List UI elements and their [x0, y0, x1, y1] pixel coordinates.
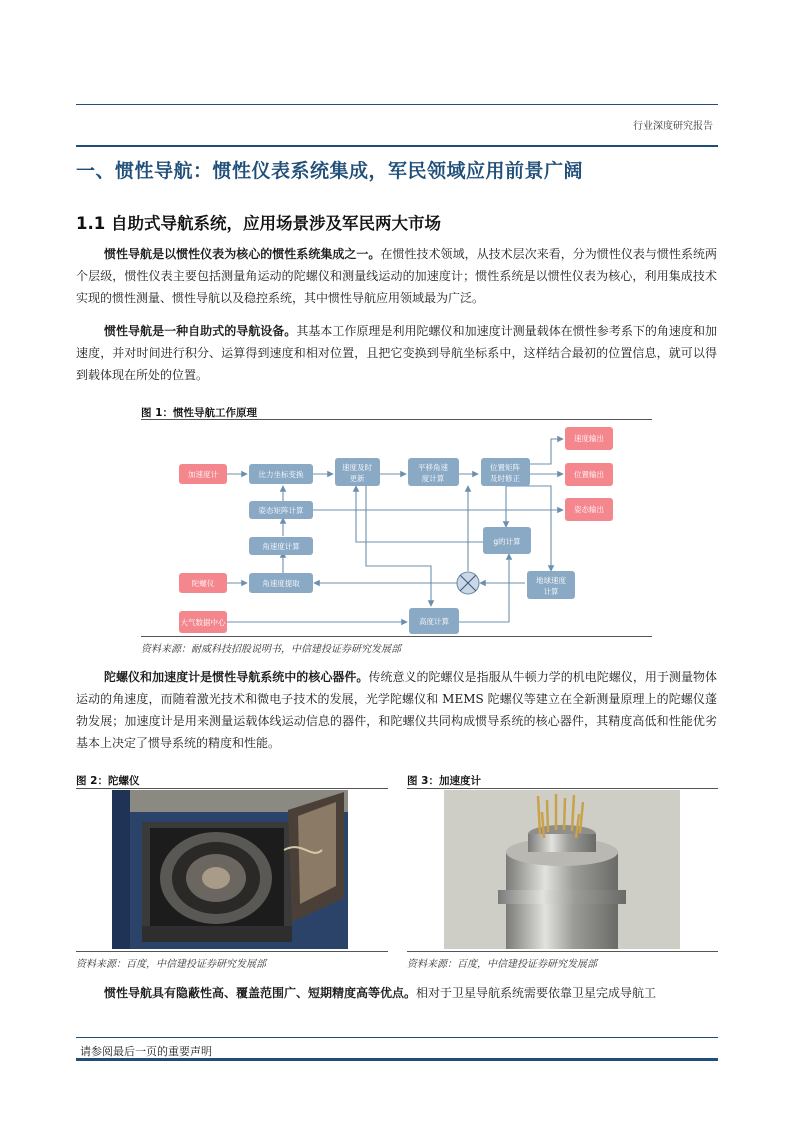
specific-force-label: 比力坐标变换 — [258, 470, 304, 479]
position-output-label: 位置输出 — [574, 470, 604, 479]
paragraph-4-lead: 惯性导航具有隐蔽性高、覆盖范围广、短期精度高等优点。 — [104, 986, 417, 1000]
position-matrix-label-2: 及时修正 — [490, 474, 520, 483]
paragraph-2-lead: 惯性导航是一种自助式的导航设备。 — [104, 324, 297, 338]
figure3-top-rule — [407, 788, 718, 789]
header-top-rule — [76, 104, 718, 105]
velocity-update-label-2: 更新 — [349, 474, 365, 483]
figure3-bottom-rule — [407, 951, 718, 952]
earth-rate-label-2: 计算 — [543, 587, 559, 596]
paragraph-2-body: 其基本工作原理是利用陀螺仪和加速度计测量载体在惯性参考系下的角速度和加速度，并对时间进行积分、运算得到速度和相对位置，且把它变换到导航坐标系中，这样结合最初的位置信息，就可以得到载体现在所处的位置。 — [76, 324, 717, 382]
paragraph-2 — [76, 320, 717, 386]
figure1-bottom-rule — [141, 636, 652, 637]
paragraph-3 — [76, 666, 717, 754]
figure2-top-rule — [76, 788, 388, 789]
figure1-title: 图 1：惯性导航工作原理 — [141, 407, 257, 419]
accelerometer-photo — [444, 790, 680, 949]
paragraph-4-body: 相对于卫星导航系统需要依靠卫星完成导航工 — [416, 986, 657, 1000]
air-data-label: 大气数据中心 — [180, 618, 226, 627]
translate-angle-label-1: 平移角速 — [418, 463, 448, 472]
accelerometer-label: 加速度计 — [188, 470, 218, 479]
arrow-to-velocity-output — [530, 439, 563, 464]
velocity-update-label-1: 速度及时 — [342, 463, 372, 472]
report-type-label: 行业深度研究报告 — [633, 121, 713, 132]
footer-note: 请参阅最后一页的重要声明 — [80, 1045, 212, 1058]
figure2-source: 资料来源：百度，中信建投证券研究发展部 — [76, 959, 266, 970]
attitude-output-label: 姿态输出 — [574, 505, 604, 514]
translate-angle-label-2: 度计算 — [421, 474, 445, 483]
figure1-source: 资料来源：耐威科技招股说明书，中信建投证券研究发展部 — [141, 644, 401, 655]
section-title: 一、惯性导航：惯性仪表系统集成，军民领域应用前景广阔 — [76, 160, 584, 182]
figure1-top-rule — [141, 419, 652, 420]
gyroscope-label: 陀螺仪 — [191, 579, 215, 588]
footer-bottom-rule — [76, 1058, 718, 1061]
subsection-title: 1.1 自助式导航系统，应用场景涉及军民两大市场 — [76, 214, 441, 233]
inertial-navigation-diagram — [141, 421, 652, 636]
arrow-gravity-to-velocity — [356, 486, 483, 542]
paragraph-1-body: 在惯性技术领域，从技术层次来看，分为惯性仪表与惯性系统两个层级，惯性仪表主要包括测量角运动的陀螺仪和测量线运动的加速度计；惯性系统是以惯性仪表为核心，利用集成技术实现的惯性测量、惯性导航以及稳控系统，其中惯性导航应用领域最为广泛。 — [76, 247, 717, 305]
paragraph-1 — [76, 243, 717, 309]
arrow-velocity-to-altitude — [366, 486, 431, 606]
figure3-title: 图 3：加速度计 — [407, 775, 481, 787]
cross-junction — [457, 572, 479, 594]
altitude-label: 高度计算 — [419, 617, 449, 626]
angular-rate-extract-label: 角速度提取 — [262, 579, 300, 588]
paragraph-4 — [76, 982, 717, 1004]
attitude-matrix-label: 姿态矩阵计算 — [258, 506, 304, 515]
earth-rate-label-1: 地球速度 — [536, 576, 566, 585]
gravity-label: g的计算 — [493, 537, 521, 546]
gyroscope-photo — [112, 790, 348, 949]
angular-rate-calc-label: 角速度计算 — [262, 542, 300, 551]
footer-top-rule — [76, 1037, 718, 1038]
paragraph-3-lead: 陀螺仪和加速度计是惯性导航系统中的核心器件。 — [104, 670, 369, 684]
figure2-title: 图 2：陀螺仪 — [76, 775, 140, 787]
paragraph-3-body: 传统意义的陀螺仪是指服从牛顿力学的机电陀螺仪，用于测量物体运动的角速度，而随着激光技术和微电子技术的发展，光学陀螺仪和 MEMS 陀螺仪等建立在全新测量原理上的陀螺仪蓬勃发展；加速度计是用来测量运载体线运动信息的器件，和陀螺仪共同构成惯导系统的核心器件，其精度高低和性能优劣基本上决定了惯导系统的精度和性能。 — [76, 670, 717, 750]
figure3-source: 资料来源：百度，中信建投证券研究发展部 — [407, 959, 597, 970]
paragraph-1-lead: 惯性导航是以惯性仪表为核心的惯性系统集成之一。 — [104, 247, 381, 261]
figure2-bottom-rule — [76, 951, 388, 952]
velocity-output-label: 速度输出 — [574, 434, 604, 443]
header-bottom-rule — [76, 145, 718, 147]
position-matrix-label-1: 位置矩阵 — [490, 463, 520, 472]
